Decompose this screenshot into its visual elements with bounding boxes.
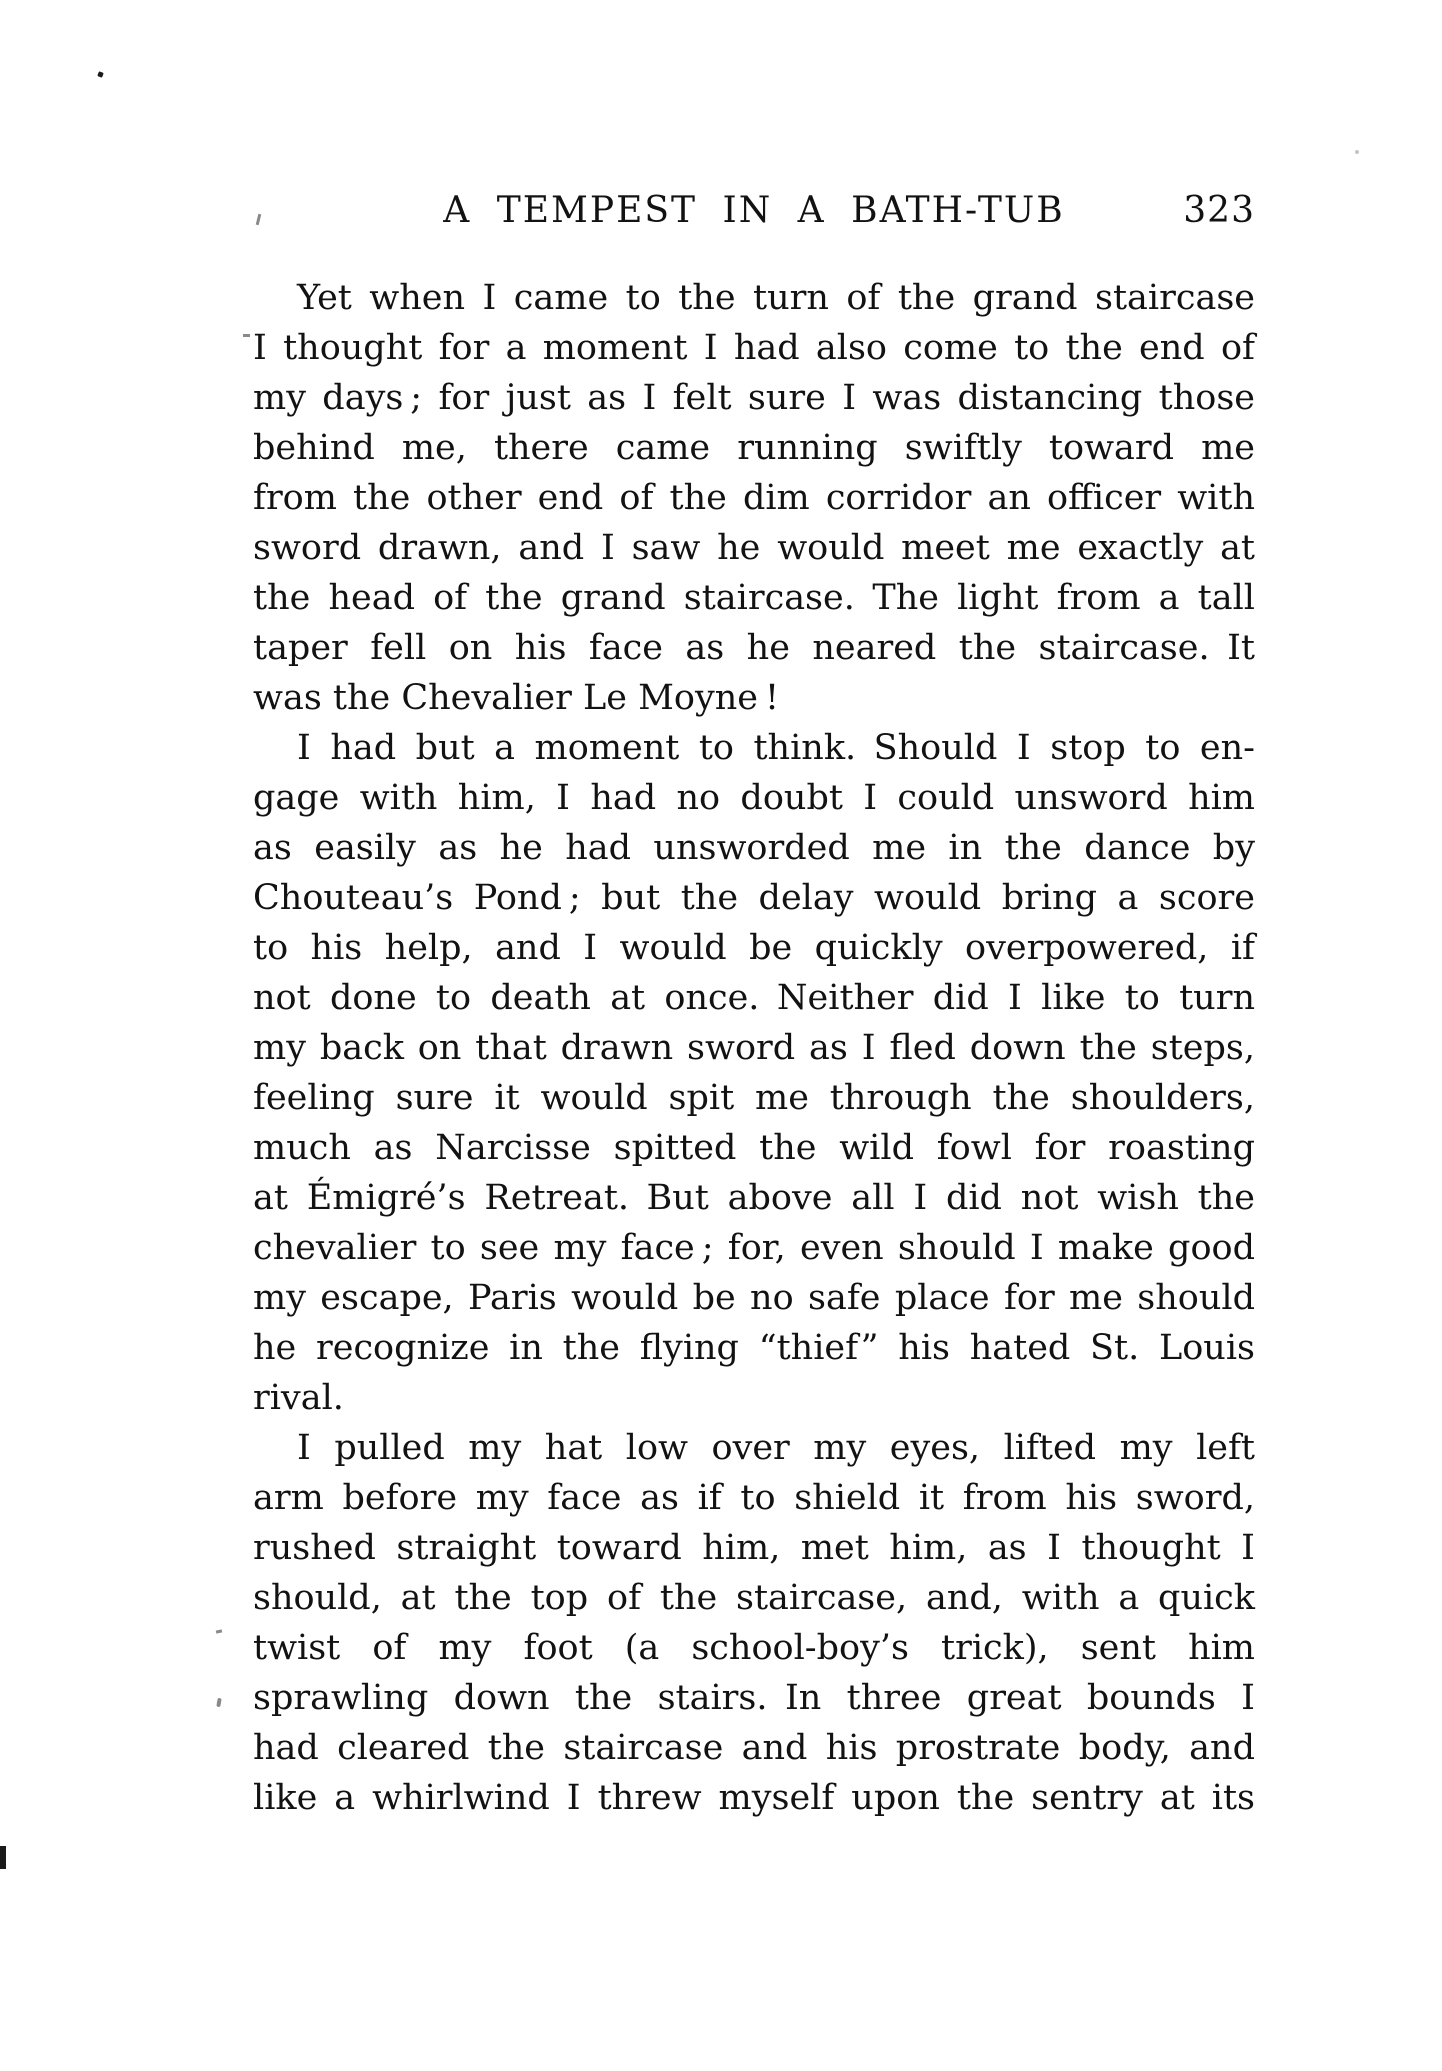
text-line: taper fell on his face as he neared the staircase. It (253, 628, 1255, 668)
text-line: should, at the top of the staircase, and, with a quick (253, 1578, 1255, 1618)
text-line: I pulled my hat low over my eyes, lifted my left (297, 1428, 1255, 1468)
paragraph (253, 273, 1255, 723)
text-line: I had but a moment to think. Should I stop to en- (297, 728, 1255, 768)
text-line: the head of the grand staircase. The light from a tall (253, 578, 1255, 618)
paragraph (253, 723, 1255, 1423)
page-number: 323 (1183, 190, 1255, 231)
text-line: chevalier to see my face ; for, even should I make good (253, 1228, 1255, 1268)
page-body (253, 273, 1255, 1823)
text-line: rushed straight toward him, met him, as I thought I (253, 1528, 1255, 1568)
text-line: gage with him, I had no doubt I could unsword him (253, 778, 1255, 818)
paragraph (253, 1423, 1255, 1823)
scan-mark (243, 334, 250, 337)
binding-edge-mark (0, 1846, 6, 1869)
text-line: Yet when I came to the turn of the grand staircase (297, 278, 1255, 318)
text-line: arm before my face as if to shield it from his sword, (253, 1478, 1255, 1518)
ink-speck (97, 71, 103, 77)
text-line: had cleared the staircase and his prostrate body, and (253, 1728, 1255, 1768)
running-title: A TEMPEST IN A BATH-TUB (443, 190, 1065, 231)
text-line: rival. (253, 1378, 344, 1418)
text-line: my escape, Paris would be no safe place for me should (253, 1278, 1255, 1318)
text-line: much as Narcisse spitted the wild fowl for roasting (253, 1128, 1255, 1168)
text-line: sword drawn, and I saw he would meet me exactly at (253, 528, 1255, 568)
text-line: twist of my foot (a school-boy’s trick), sent him (253, 1628, 1255, 1668)
text-line: my back on that drawn sword as I fled down the steps, (253, 1028, 1255, 1068)
text-line: as easily as he had unsworded me in the dance by (253, 828, 1255, 868)
text-line: feeling sure it would spit me through the shoulders, (253, 1078, 1255, 1118)
scan-mark (1355, 150, 1359, 154)
text-line: behind me, there came running swiftly toward me (253, 428, 1255, 468)
text-line: was the Chevalier Le Moyne ! (253, 678, 780, 718)
scan-mark (216, 1629, 222, 1633)
text-line: to his help, and I would be quickly overpowered, if (253, 928, 1255, 968)
scan-mark (216, 1698, 222, 1708)
text-line: at Émigré’s Retreat. But above all I did not wish the (253, 1178, 1255, 1218)
text-line: not done to death at once. Neither did I like to turn (253, 978, 1255, 1018)
text-line: sprawling down the stairs. In three great bounds I (253, 1678, 1255, 1718)
text-line: from the other end of the dim corridor an officer with (253, 478, 1255, 518)
text-line: my days ; for just as I felt sure I was distancing those (253, 378, 1255, 418)
text-line: like a whirlwind I threw myself upon the sentry at its (253, 1778, 1255, 1818)
text-line: he recognize in the flying “thief” his hated St. Louis (253, 1328, 1255, 1368)
text-line: Chouteau’s Pond ; but the delay would bring a score (253, 878, 1255, 918)
text-line: I thought for a moment I had also come to the end of (253, 328, 1255, 368)
